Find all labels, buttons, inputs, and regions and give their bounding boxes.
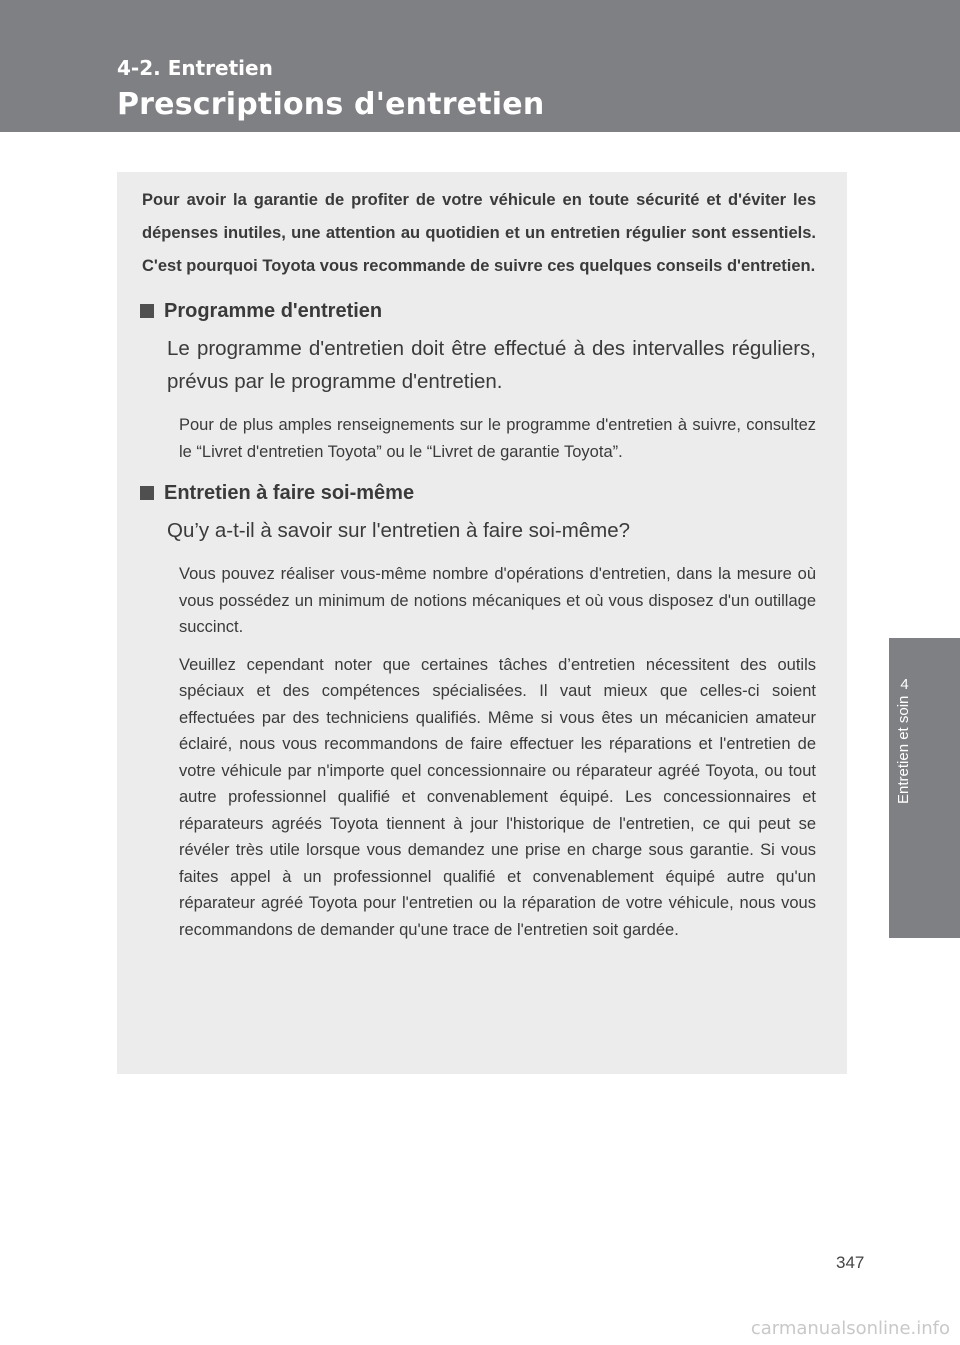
- section-body-paragraph: Pour de plus amples renseignements sur le programme d'entretien à suivre, consultez le “Livret d'entretien Toyota” ou le “Livret de garantie Toyota”.: [179, 416, 816, 461]
- square-bullet-icon: [140, 304, 154, 318]
- intro-paragraph: Pour avoir la garantie de profiter de votre véhicule en toute sécurité et d'éviter les dépenses inutiles, une attention au quotidien et un entretien régulier sont essentiels. C'est pourquoi Toyota vous recommande de suivre ces quelques conseils d'entretien.: [142, 191, 816, 275]
- section-heading-text: Programme d'entretien: [164, 300, 383, 322]
- section-lead: Le programme d'entretien doit être effectué à des intervalles réguliers, prévus par le programme d'entretien.: [167, 337, 816, 393]
- page-title: Prescriptions d'entretien: [117, 87, 545, 122]
- section-heading-text: Entretien à faire soi-même: [164, 482, 415, 504]
- chapter-label: Entretien et soin: [895, 696, 912, 805]
- chapter-number: 4: [900, 676, 909, 693]
- section-heading-soi-meme: [140, 478, 816, 508]
- watermark: carmanualsonline.info: [750, 1318, 950, 1339]
- section-label: 4-2. Entretien: [117, 56, 273, 80]
- square-bullet-icon: [140, 486, 154, 500]
- section-heading-programme: [140, 296, 816, 326]
- page-number: 347: [836, 1253, 865, 1272]
- section-lead: Qu’y a-t-il à savoir sur l'entretien à faire soi-même?: [167, 519, 631, 542]
- section-body-paragraph: Veuillez cependant noter que certaines tâches d’entretien nécessitent des outils spéciaux et des compétences spécialisées. Il vaut mieux que celles-ci soient effectuées par des techniciens qualifiés. Même si vous êtes un mécanicien amateur éclairé, nous vous recommandons de faire effectuer les réparations et l'entretien de votre véhicule par n'importe quel concessionnaire ou réparateur agréé Toyota, ou tout autre professionnel qualifié et convenablement équipé. Les concessionnaires et réparateurs agréés Toyota tiennent à jour l'historique de l'entretien, ce qui peut se révéler très utile lorsque vous demandez une prise en charge sous garantie. Si vous faites appel à un professionnel qualifié et convenablement équipé autre qu'un réparateur agréé Toyota pour l'entretien ou la réparation de votre véhicule, nous vous recommandons de demander qu'une trace de l'entretien soit gardée.: [179, 655, 816, 939]
- section-body-paragraph: Vous pouvez réaliser vous-même nombre d'opérations d'entretien, dans la mesure où vous possédez un minimum de notions mécaniques et où vous disposez d'un outillage succinct.: [179, 565, 816, 636]
- content-box: [117, 172, 847, 1074]
- chapter-tab: [889, 638, 960, 938]
